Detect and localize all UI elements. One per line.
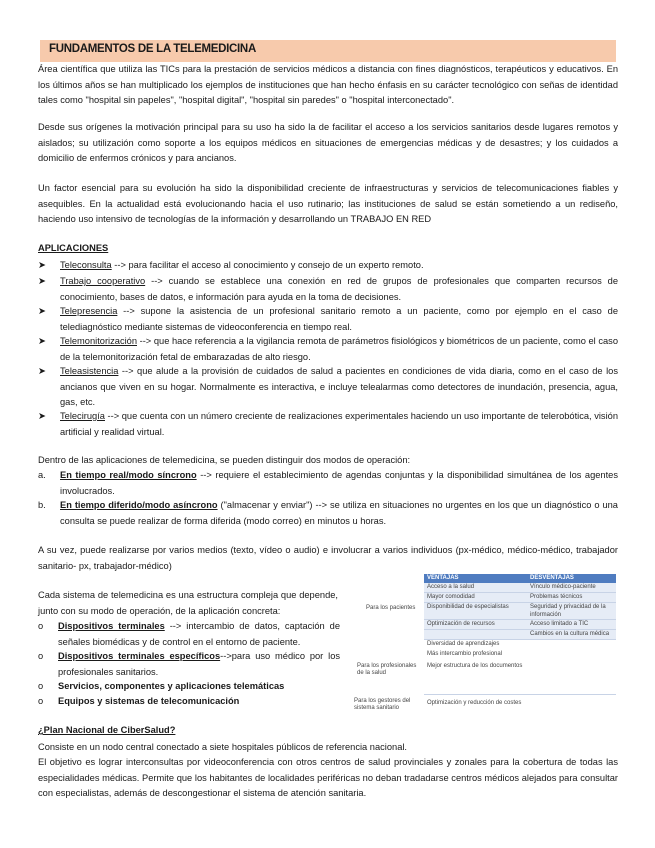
- arrow-bullet-icon: ➤: [38, 366, 46, 376]
- medios-paragraph: A su vez, puede realizarse por varios medios (texto, vídeo o audio) e involucrar a varios individuos (px-médico, médico-médico, trabajador sanitario- px, trabajador-médico): [38, 545, 618, 571]
- table-cell: Problemas técnicos: [530, 594, 583, 600]
- arrow-bullet-icon: ➤: [38, 336, 46, 346]
- document-title: FUNDAMENTOS DE LA TELEMEDICINA: [49, 43, 256, 55]
- cibersalud-paragraph-2: El objetivo es lograr interconsultas por videoconferencia con otros centros de salud provinciales y zonales para la cobertura de todas las especialidades médicas. Permite que los habitantes de localidades periféricas no deban tradadarse centros médicos alejados para consultar con especialistas, además de descongestionar el sistema de atención sanitaria.: [38, 757, 618, 798]
- circle-bullet-icon: o: [38, 651, 44, 661]
- arrow-bullet-icon: ➤: [38, 260, 46, 270]
- list-marker: a.: [38, 470, 46, 480]
- intro-paragraph-3: Un factor esencial para su evolución ha sido la disponibilidad creciente de infraestructuras y servicios de telecomunicaciones fiables y asequibles. En la actualidad está evolucionando hacia el uso rutinario; las instituciones de salud se están sometiendo a un rediseño, haciendo uso intensivo de tecnologías de la información y desarrollando un TRABAJO EN RED: [38, 183, 618, 224]
- aplicacion-text: --> que hace referencia a la vigilancia remota de parámetros fisiológicos y biométricos de un paciente, como el caso de la telemonitorización fetal de embarazadas de alto riesgo.: [60, 336, 618, 362]
- table-cell: Acceso a la salud: [427, 584, 475, 590]
- aplicacion-term: Telepresencia: [60, 306, 118, 316]
- estructura-text: --> intercambio de datos, captación de señales biomédicas y de control en el entorno de paciente.: [58, 621, 340, 647]
- modo-term: En tiempo diferido/modo asíncrono: [60, 500, 218, 510]
- modo-text: ("almacenar y enviar") --> se utiliza en situaciones no urgentes en los que un diagnóstico o una consulta se puede realizar de forma diferida (modo correo) en minutos u horas.: [60, 500, 618, 526]
- table-divider: [424, 639, 616, 640]
- table-divider: [424, 629, 616, 630]
- table-side-label: Para los gestores del sistema sanitario: [354, 698, 411, 711]
- table-cell: Diversidad de aprendizajes: [427, 641, 500, 647]
- cibersalud-heading: ¿Plan Nacional de CiberSalud?: [38, 725, 176, 735]
- aplicacion-text: --> supone la asistencia de un profesional sanitario remoto a un paciente, como por ejemplo en el caso de telediagnóstico mediante sistemas de videoconferencia en tiempo real.: [60, 306, 618, 332]
- table-divider: [424, 602, 616, 603]
- aplicacion-text: --> que alude a la provisión de cuidados de salud a pacientes en condiciones de vida diaria, como en el caso de los ancianos que viven en su hogar. Normalmente es interactiva, e incluye telealarmas como detectores de inundación, presencia, agua, gas, etc.: [60, 366, 618, 407]
- aplicacion-term: Telecirugía: [60, 411, 105, 421]
- intro-paragraph-2: Desde sus orígenes la motivación principal para su uso ha sido la de facilitar el acceso a los servicios sanitarios desde lugares remotos y aislados; su utilización como soporte a los equipos médicos en situaciones de emergencias médicas y de desastres; y los cuidados a domicilio de enfermos crónicos y para ancianos.: [38, 122, 618, 163]
- table-cell: Disponibilidad de especialistas: [427, 604, 509, 610]
- table-side-label: Para los pacientes: [366, 605, 416, 611]
- aplicaciones-heading: APLICACIONES: [38, 243, 109, 253]
- estructura-term: Dispositivos terminales: [58, 621, 165, 631]
- modo-term: En tiempo real/modo síncrono: [60, 470, 197, 480]
- estructura-text: -->para uso médico por los profesionales sanitarios.: [58, 651, 341, 677]
- table-header-ventajas: VENTAJAS: [424, 574, 527, 583]
- estructura-term: Equipos y sistemas de telecomunicación: [58, 696, 240, 706]
- aplicacion-text: --> que cuenta con un número creciente de realizaciones experimentales haciendo un uso importante de telerobótica, visión artificial y realidad virtual.: [60, 411, 618, 437]
- arrow-bullet-icon: ➤: [38, 276, 46, 286]
- modos-lead: Dentro de las aplicaciones de telemedicina, se pueden distinguir dos modos de operación:: [38, 455, 411, 465]
- table-cell: Acceso limitado a TIC: [530, 621, 589, 627]
- aplicacion-term: Teleasistencia: [60, 366, 119, 376]
- circle-bullet-icon: o: [38, 621, 44, 631]
- circle-bullet-icon: o: [38, 681, 44, 691]
- table-cell: Vínculo médico-paciente: [530, 584, 596, 590]
- aplicacion-text: --> cuando se establece una conexión en red de grupos de profesionales que comparten recursos de conocimiento, bases de datos, e información para ayuda en la toma de decisiones.: [60, 276, 619, 302]
- table-divider: [424, 694, 616, 695]
- arrow-bullet-icon: ➤: [38, 306, 46, 316]
- estructura-term: Dispositivos terminales específicos: [58, 651, 221, 661]
- table-cell: Mayor comodidad: [427, 594, 475, 600]
- table-header-desventajas: DESVENTAJAS: [527, 574, 616, 583]
- estructura-term: Servicios, componentes y aplicaciones telemáticas: [58, 681, 285, 691]
- estructura-lead: Cada sistema de telemedicina es una estructura compleja que depende, junto con su modo de operación, de la aplicación concreta:: [38, 590, 338, 616]
- aplicacion-term: Trabajo cooperativo: [60, 276, 146, 286]
- table-divider: [424, 592, 616, 593]
- modo-text: --> requiere el establecimiento de agendas conjuntas y la disponibilidad simultánea de los agentes involucrados.: [60, 470, 619, 496]
- table-cell: Seguridad y privacidad de la información: [530, 604, 606, 618]
- table-cell: Más intercambio profesional: [427, 651, 503, 657]
- table-cell: Optimización y reducción de costes: [427, 700, 522, 706]
- table-cell: Cambios en la cultura médica: [530, 631, 610, 637]
- aplicacion-term: Teleconsulta: [60, 260, 112, 270]
- intro-paragraph-1: Área científica que utiliza las TICs para la prestación de servicios médicos a distancia con fines diagnósticos, terapéuticos y educativos. En los últimos años se han multiplicado los ejemplos de instituciones que han hecho énfasis en su carácter tecnológico con señas de identidad tales como "hospital sin papeles", "hospital digital", "hospital sin paredes" o "hospital interconectado".: [38, 64, 618, 105]
- title-banner: [40, 40, 616, 62]
- list-marker: b.: [38, 500, 46, 510]
- table-cell: Optimización de recursos: [427, 621, 495, 627]
- cibersalud-paragraph-1: Consiste en un nodo central conectado a siete hospitales públicos de referencia nacional.: [38, 742, 408, 752]
- arrow-bullet-icon: ➤: [38, 411, 46, 421]
- table-cell: Mejor estructura de los documentos: [427, 663, 523, 669]
- table-side-label: Para los profesionales de la salud: [357, 663, 417, 676]
- table-divider: [424, 619, 616, 620]
- aplicacion-term: Telemonitorización: [60, 336, 137, 346]
- aplicacion-text: --> para facilitar el acceso al conocimiento y consejo de un experto remoto.: [111, 260, 424, 270]
- circle-bullet-icon: o: [38, 696, 44, 706]
